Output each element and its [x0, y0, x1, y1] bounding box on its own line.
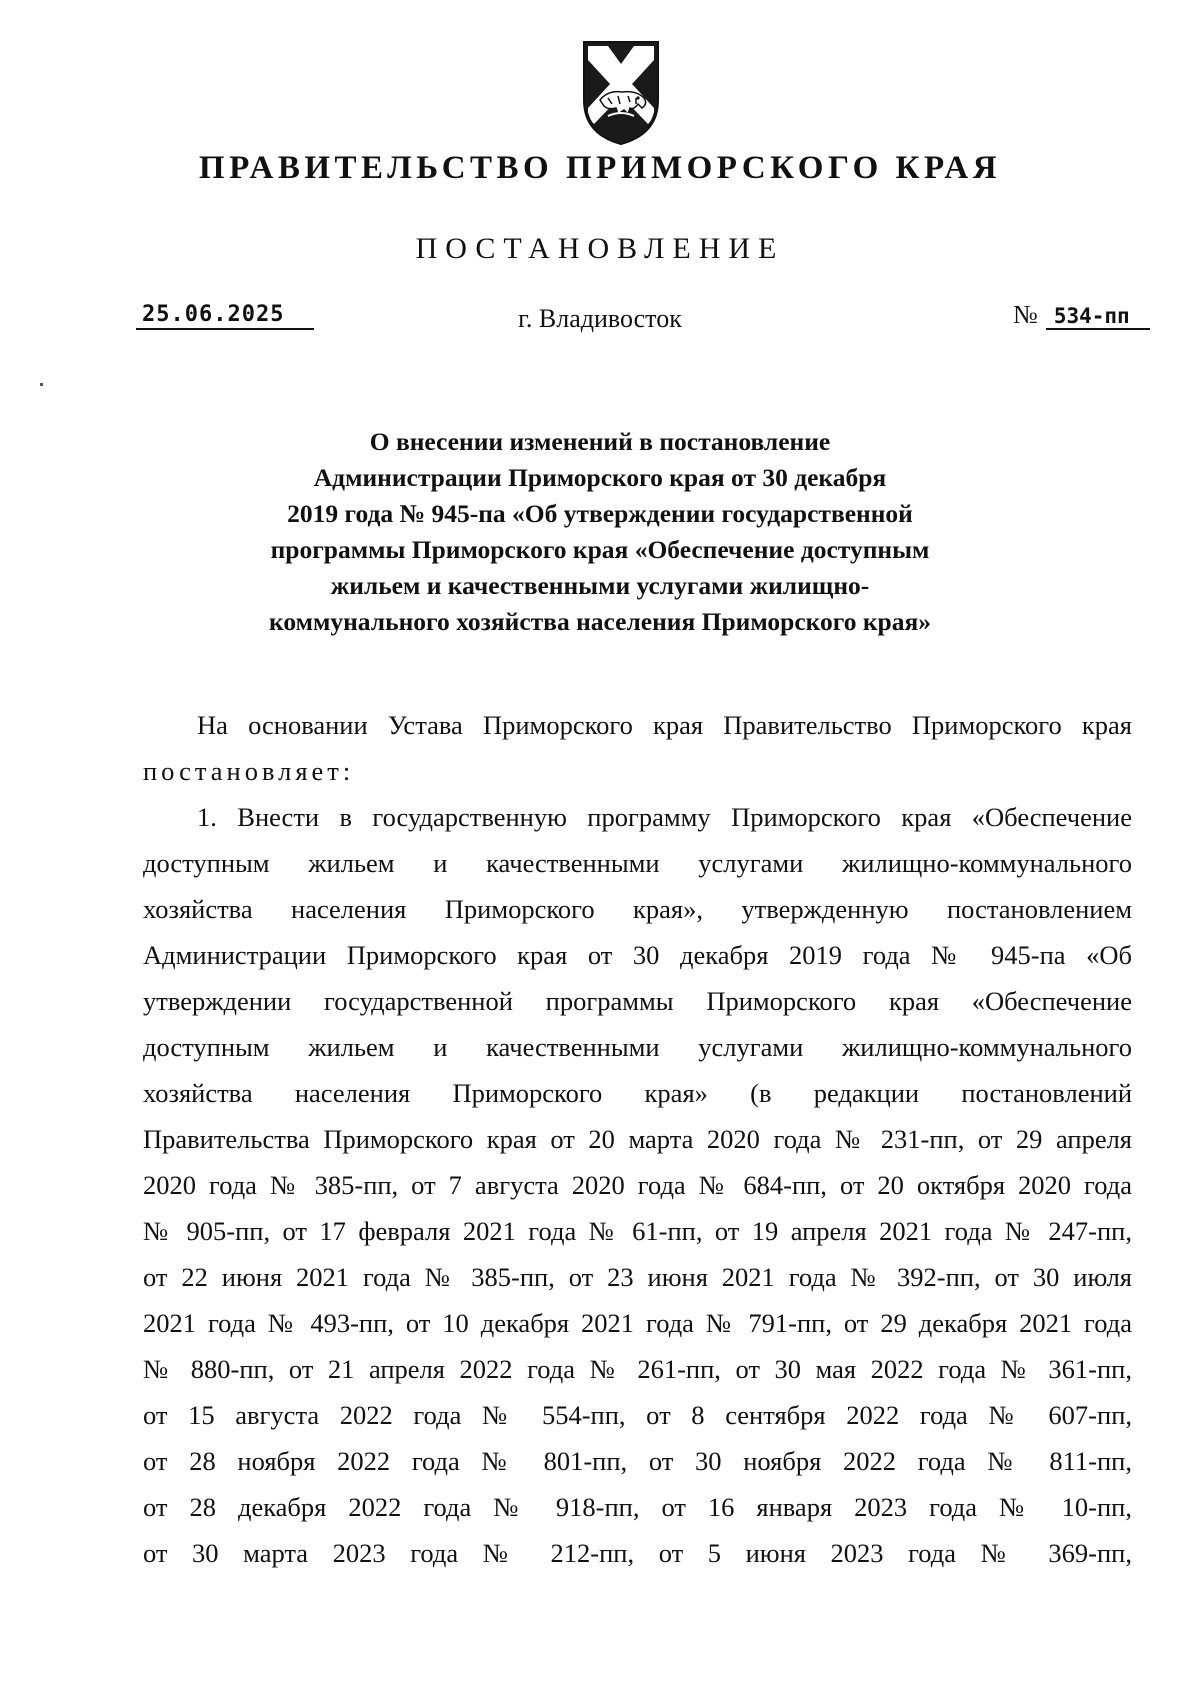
- document-number: [1013, 300, 1150, 330]
- body-line: доступным жильем и качественными услугами жилищно-коммунального: [143, 848, 1132, 878]
- document-type: ПОСТАНОВЛЕНИЕ: [415, 232, 785, 265]
- body-line: № 880-пп, от 21 апреля 2022 года № 261-пп, от 30 мая 2022 года № 361-пп,: [143, 1354, 1132, 1384]
- body-line: постановляет:: [143, 756, 355, 786]
- document-city: г. Владивосток: [518, 304, 682, 333]
- body-line: хозяйства населения Приморского края» (в редакции постановлений: [143, 1078, 1132, 1108]
- subject-line: Администрации Приморского края от 30 декабря: [313, 463, 887, 492]
- body-line: № 905-пп, от 17 февраля 2021 года № 61-пп, от 19 апреля 2021 года № 247-пп,: [143, 1216, 1132, 1246]
- number-label: №: [1013, 300, 1038, 329]
- body-line: от 22 июня 2021 года № 385-пп, от 23 июня 2021 года № 392-пп, от 30 июля: [143, 1262, 1132, 1292]
- body-line: от 30 марта 2023 года № 212-пп, от 5 июня 2023 года № 369-пп,: [143, 1538, 1132, 1568]
- document-subject: [120, 424, 1080, 640]
- subject-line: жильем и качественными услугами жилищно-: [330, 571, 870, 600]
- number-value: 534-пп: [1046, 304, 1150, 330]
- body-line: от 28 декабря 2022 года № 918-пп, от 16 января 2023 года № 10-пп,: [143, 1492, 1132, 1522]
- subject-line: 2019 года № 945-па «Об утверждении государственной: [287, 499, 913, 528]
- body-line: от 28 ноября 2022 года № 801-пп, от 30 ноября 2022 года № 811-пп,: [143, 1446, 1132, 1476]
- body-line: 2021 года № 493-пп, от 10 декабря 2021 года № 791-пп, от 29 декабря 2021 года: [143, 1308, 1132, 1338]
- margin-mark: [40, 383, 43, 386]
- body-line: от 15 августа 2022 года № 554-пп, от 8 сентября 2022 года № 607-пп,: [143, 1400, 1132, 1430]
- body-line: хозяйства населения Приморского края», утвержденную постановлением: [143, 894, 1132, 924]
- subject-line: О внесении изменений в постановление: [369, 427, 831, 456]
- body-line: утверждении государственной программы Приморского края «Обеспечение: [143, 986, 1132, 1016]
- body-line: Администрации Приморского края от 30 декабря 2019 года № 945-па «Об: [143, 940, 1132, 970]
- coat-of-arms-emblem: [578, 38, 664, 148]
- body-line: На основании Устава Приморского края Правительство Приморского края: [197, 710, 1132, 740]
- body-line: доступным жильем и качественными услугами жилищно-коммунального: [143, 1032, 1132, 1062]
- document-date: 25.06.2025: [136, 302, 314, 330]
- subject-line: коммунального хозяйства населения Приморского края»: [269, 607, 931, 636]
- body-line: Правительства Приморского края от 20 марта 2020 года № 231-пп, от 29 апреля: [143, 1124, 1132, 1154]
- body-line: 1. Внести в государственную программу Приморского края «Обеспечение: [197, 802, 1132, 832]
- government-title: ПРАВИТЕЛЬСТВО ПРИМОРСКОГО КРАЯ: [198, 150, 1002, 186]
- body-line: 2020 года № 385-пп, от 7 августа 2020 года № 684-пп, от 20 октября 2020 года: [143, 1170, 1132, 1200]
- document-body: [143, 702, 1132, 1576]
- subject-line: программы Приморского края «Обеспечение доступным: [270, 535, 930, 564]
